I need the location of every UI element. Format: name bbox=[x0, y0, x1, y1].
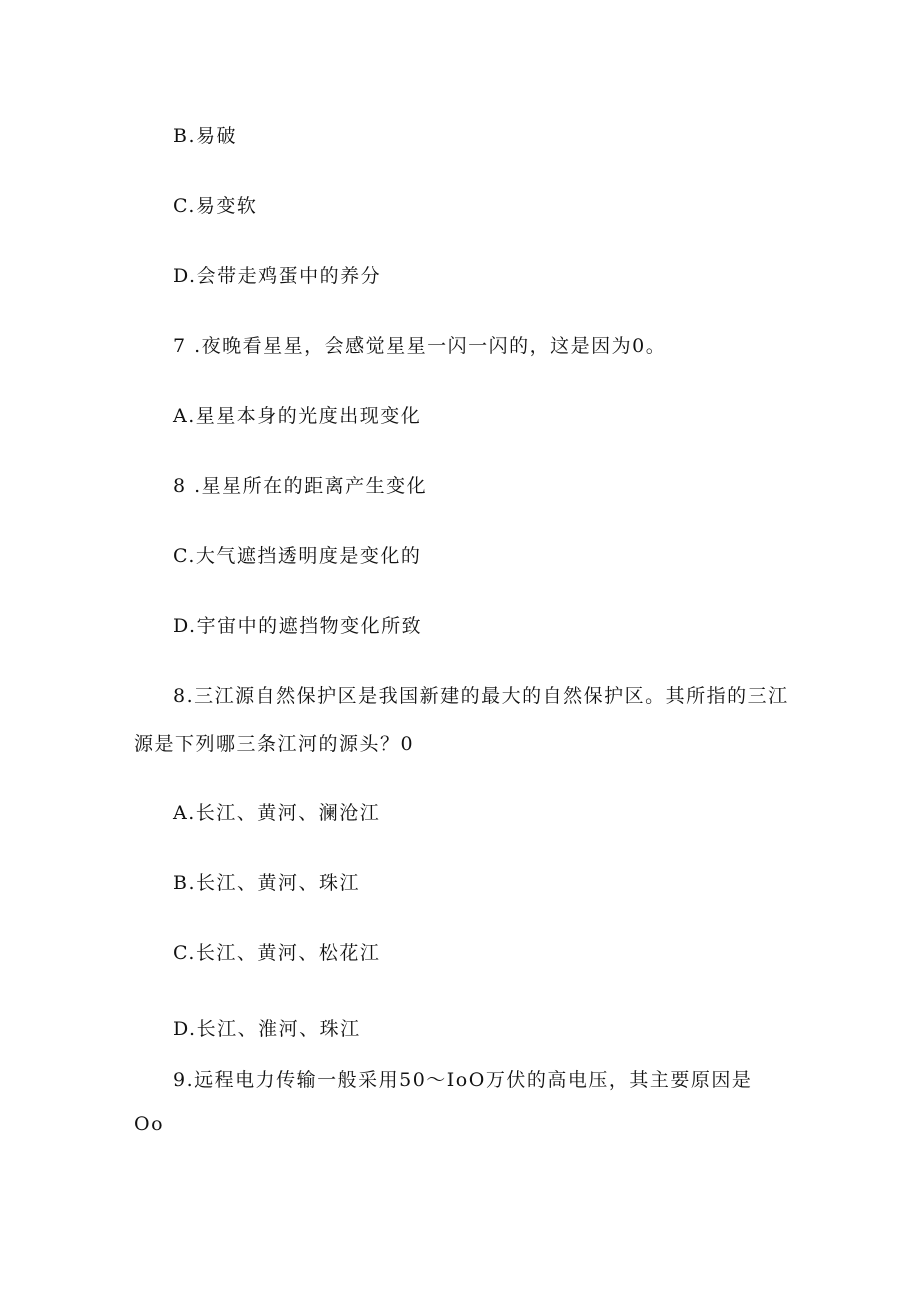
question-8-line2: 源是下列哪三条江河的源头？0 bbox=[134, 733, 415, 755]
option-d-q7: D.宇宙中的遮挡物变化所致 bbox=[173, 615, 423, 637]
option-d-q8: D.长江、淮河、珠江 bbox=[173, 1018, 361, 1040]
option-a-q7: A.星星本身的光度出现变化 bbox=[173, 405, 422, 427]
question-9-line2: Oo bbox=[134, 1113, 165, 1135]
option-c-q8: C.长江、黄河、松花江 bbox=[173, 942, 381, 964]
option-b-q7: 8 .星星所在的距离产生变化 bbox=[173, 475, 428, 497]
option-c-q6: C.易变软 bbox=[173, 195, 258, 217]
option-b-q8: B.长江、黄河、珠江 bbox=[173, 872, 361, 894]
question-8-line1: 8.三江源自然保护区是我国新建的最大的自然保护区。其所指的三江 bbox=[173, 685, 789, 707]
option-d-q6: D.会带走鸡蛋中的养分 bbox=[173, 265, 382, 287]
question-9-line1: 9.远程电力传输一般采用50～IoO万伏的高电压，其主要原因是 bbox=[173, 1069, 753, 1091]
option-b-q6: B.易破 bbox=[173, 125, 238, 147]
option-c-q7: C.大气遮挡透明度是变化的 bbox=[173, 545, 422, 567]
question-7: 7 .夜晚看星星，会感觉星星一闪一闪的，这是因为0。 bbox=[173, 335, 667, 357]
option-a-q8: A.长江、黄河、澜沧江 bbox=[173, 802, 381, 824]
